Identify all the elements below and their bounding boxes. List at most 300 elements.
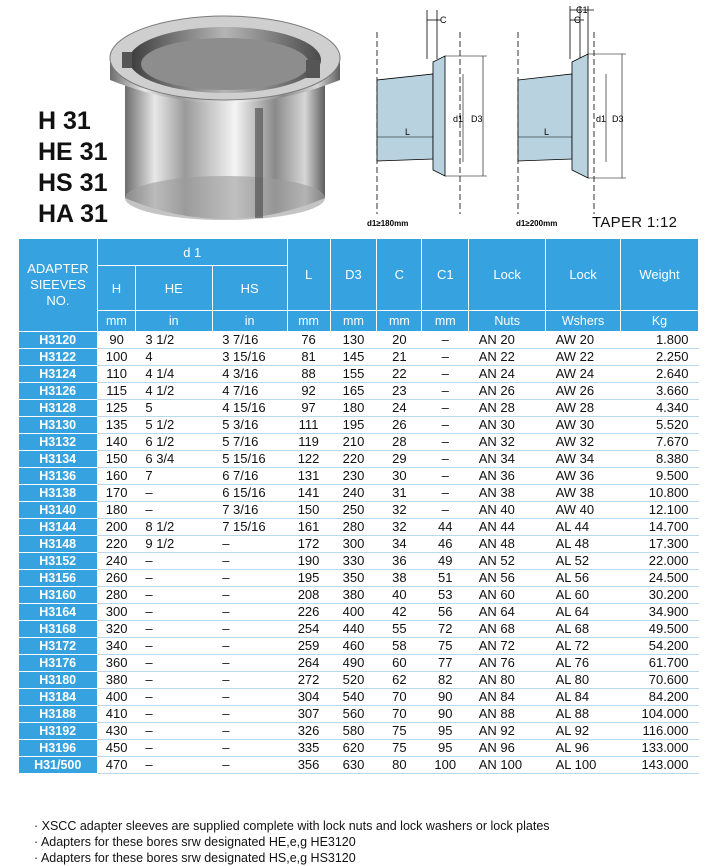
cell-hs: 4 3/16 [222,366,259,381]
cell-model: H3120 [19,332,98,349]
cell-weight: 14.700 [648,519,689,534]
cell-he: – [145,621,153,636]
cell-d3: 520 [342,672,365,687]
cell-lock-washer: AL 76 [555,655,590,670]
cell-lock-nut: AN 96 [478,740,515,755]
dim-l-label: L [405,127,411,137]
cell-hs: – [222,672,230,687]
cell-d3: 155 [342,366,365,381]
cell-lock-washer: AW 30 [555,417,595,432]
cell-c: 32 [392,502,407,517]
cell-d3: 130 [342,332,365,347]
cell-l: 122 [297,451,320,466]
unit-c1: mm [422,311,469,332]
cell-c: 55 [392,621,407,636]
dim-d1-label: d1 [453,114,464,124]
cell-c1: – [441,383,449,398]
cell-he: 7 [145,468,153,483]
taper-label: TAPER 1:12 [592,214,678,231]
cell-model: H3192 [19,723,98,740]
cell-l: 307 [297,706,320,721]
cell-h: 200 [105,519,128,534]
cell-hs: – [222,740,230,755]
series-label: HE 31 [38,138,108,166]
cell-lock-washer: AW 24 [555,366,595,381]
cell-lock-nut: AN 26 [478,383,515,398]
table-row [19,519,699,536]
cell-lock-washer: AL 92 [555,723,590,738]
cell-he: 4 1/2 [145,383,175,398]
cell-lock-nut: AN 40 [478,502,515,517]
table-row [19,485,699,502]
series-label: HS 31 [38,169,108,197]
table-row [19,417,699,434]
cell-c: 70 [392,689,407,704]
sleeve-drawing-large [510,4,660,234]
cell-he: 9 1/2 [145,536,175,551]
header-area [0,0,714,238]
footnote: · Adapters for these bores srw designated HS,e,g HS3120 [34,851,356,865]
cell-weight: 12.100 [648,502,689,517]
cell-d3: 195 [342,417,365,432]
cell-hs: – [222,553,230,568]
dim-d3-label: D3 [471,114,483,124]
cell-h: 100 [105,349,128,364]
dim-c-label: C [574,15,581,25]
col-he-header: HE [135,266,212,311]
cell-he: – [145,689,153,704]
cell-lock-washer: AL 100 [555,757,597,772]
table-row [19,502,699,519]
cell-model: H3196 [19,740,98,757]
footnote: · Adapters for these bores srw designated HE,e,g HE3120 [34,835,356,849]
cell-lock-nut: AN 68 [478,621,515,636]
cell-h: 90 [109,332,124,347]
table-row [19,587,699,604]
sleeve-drawing-small [365,4,505,234]
cell-lock-washer: AL 84 [555,689,590,704]
cell-d3: 540 [342,689,365,704]
cell-he: 6 1/2 [145,434,175,449]
cell-lock-washer: AL 48 [555,536,590,551]
cell-h: 470 [105,757,128,772]
cell-h: 280 [105,587,128,602]
cell-model: H3144 [19,519,98,536]
cell-d3: 350 [342,570,365,585]
cell-c1: 56 [438,604,453,619]
col-c1-header: C1 [422,239,469,311]
table-row [19,570,699,587]
cell-d3: 180 [342,400,365,415]
cell-l: 259 [297,638,320,653]
drawing-caption: d1≥200mm [516,219,558,228]
cell-d3: 300 [342,536,365,551]
cell-c1: – [441,468,449,483]
cell-he: – [145,706,153,721]
cell-lock-washer: AL 52 [555,553,590,568]
table-row [19,400,699,417]
col-weight-header: Weight [621,239,699,311]
cell-he: – [145,723,153,738]
table-row [19,638,699,655]
cell-weight: 17.300 [648,536,689,551]
cell-model: H3172 [19,638,98,655]
cell-model: H3122 [19,349,98,366]
cell-hs: – [222,621,230,636]
cell-model: H3188 [19,706,98,723]
cell-c: 28 [392,434,407,449]
cell-model: H3124 [19,366,98,383]
cell-he: 6 3/4 [145,451,175,466]
cell-c: 70 [392,706,407,721]
cell-d3: 380 [342,587,365,602]
cell-h: 260 [105,570,128,585]
cell-c: 75 [392,723,407,738]
cell-lock-nut: AN 64 [478,604,515,619]
cell-c1: 75 [438,638,453,653]
unit-h: mm [97,311,135,332]
cell-hs: 5 15/16 [222,451,266,466]
cell-c1: – [441,400,449,415]
cell-weight: 54.200 [648,638,689,653]
table-row [19,757,699,774]
cell-h: 450 [105,740,128,755]
cell-he: 3 1/2 [145,332,175,347]
cell-d3: 165 [342,383,365,398]
cell-lock-washer: AL 96 [555,740,590,755]
cell-model: H3160 [19,587,98,604]
cell-d3: 145 [342,349,365,364]
cell-hs: 3 7/16 [222,332,259,347]
cell-l: 161 [297,519,320,534]
cell-lock-washer: AL 72 [555,638,590,653]
cell-hs: 4 7/16 [222,383,259,398]
cell-he: – [145,587,153,602]
cell-d3: 560 [342,706,365,721]
cell-weight: 3.660 [655,383,689,398]
table-row [19,655,699,672]
cell-l: 131 [297,468,320,483]
cell-hs: – [222,655,230,670]
cell-c1: 51 [438,570,453,585]
cell-c1: – [441,451,449,466]
cell-c1: 90 [438,689,453,704]
table-row [19,672,699,689]
cell-h: 380 [105,672,128,687]
cell-l: 81 [301,349,316,364]
cell-c: 62 [392,672,407,687]
cell-c1: 90 [438,706,453,721]
cell-lock-washer: AW 20 [555,332,595,347]
cell-model: H31/500 [19,757,98,774]
cell-c: 42 [392,604,407,619]
cell-hs: 3 15/16 [222,349,266,364]
cell-d3: 220 [342,451,365,466]
cell-hs: – [222,723,230,738]
col-l-header: L [287,239,330,311]
cell-lock-nut: AN 38 [478,485,515,500]
cell-he: 5 [145,400,153,415]
cell-c1: 95 [438,723,453,738]
cell-c1: 72 [438,621,453,636]
cell-model: H3152 [19,553,98,570]
cell-hs: – [222,757,230,772]
cell-lock-washer: AL 56 [555,570,590,585]
cell-weight: 22.000 [648,553,689,568]
cell-h: 400 [105,689,128,704]
cell-c: 38 [392,570,407,585]
cell-h: 320 [105,621,128,636]
unit-he: in [135,311,212,332]
cell-lock-washer: AL 88 [555,706,590,721]
cell-weight: 30.200 [648,587,689,602]
cell-c: 60 [392,655,407,670]
cell-hs: 7 15/16 [222,519,266,534]
table-row [19,451,699,468]
dim-l-label: L [544,127,550,137]
cell-d3: 580 [342,723,365,738]
cell-c1: – [441,502,449,517]
cell-d3: 330 [342,553,365,568]
cell-h: 300 [105,604,128,619]
series-label: HA 31 [38,200,108,228]
cell-lock-nut: AN 56 [478,570,515,585]
cell-weight: 116.000 [642,723,689,738]
unit-lock-nuts: Nuts [469,311,546,332]
cell-lock-washer: AW 36 [555,468,595,483]
cell-h: 360 [105,655,128,670]
cell-l: 172 [297,536,320,551]
cell-weight: 70.600 [648,672,689,687]
cell-model: H3168 [19,621,98,638]
cell-lock-nut: AN 20 [478,332,515,347]
col-lock-washers-header: Lock [546,239,621,311]
cell-l: 226 [297,604,320,619]
cell-h: 220 [105,536,128,551]
cell-lock-washer: AW 32 [555,434,595,449]
series-label: H 31 [38,107,91,135]
cell-d3: 250 [342,502,365,517]
cell-h: 115 [106,383,127,398]
cell-l: 141 [297,485,320,500]
cell-lock-nut: AN 32 [478,434,515,449]
cell-c1: – [441,485,449,500]
cell-weight: 133.000 [641,740,689,755]
cell-hs: 5 3/16 [222,417,259,432]
footnotes [34,818,550,866]
cell-hs: 6 15/16 [222,485,266,500]
cell-hs: – [222,570,230,585]
cell-h: 430 [105,723,128,738]
cell-c1: 100 [434,757,457,772]
cell-hs: – [222,604,230,619]
cell-d3: 620 [342,740,365,755]
cell-lock-nut: AN 44 [478,519,515,534]
table-row [19,383,699,400]
cell-he: 4 [145,349,153,364]
cell-lock-nut: AN 34 [478,451,515,466]
cell-c: 23 [392,383,407,398]
unit-hs: in [212,311,287,332]
cell-lock-washer: AW 38 [555,485,595,500]
cell-lock-nut: AN 30 [478,417,515,432]
cell-l: 92 [301,383,316,398]
cell-weight: 1.800 [655,332,689,347]
cell-lock-washer: AW 34 [555,451,595,466]
col-h-header: H [97,266,135,311]
cell-l: 326 [297,723,320,738]
cell-lock-washer: AW 22 [555,349,595,364]
cell-d3: 210 [342,434,365,449]
cell-model: H3148 [19,536,98,553]
cell-lock-washer: AL 64 [555,604,590,619]
cell-c1: – [441,332,449,347]
cell-lock-nut: AN 36 [478,468,515,483]
unit-l: mm [287,311,330,332]
cell-lock-washer: AW 28 [555,400,595,415]
cell-d3: 460 [342,638,365,653]
cell-l: 254 [297,621,320,636]
cell-l: 88 [301,366,316,381]
cell-hs: – [222,638,230,653]
cell-weight: 10.800 [648,485,689,500]
cell-l: 150 [297,502,320,517]
cell-model: H3138 [19,485,98,502]
cell-h: 170 [105,485,128,500]
cell-c1: 44 [438,519,453,534]
cell-he: 8 1/2 [145,519,175,534]
cell-he: – [145,485,153,500]
cell-c1: – [441,434,449,449]
cell-model: H3156 [19,570,98,587]
cell-h: 110 [106,366,127,381]
cell-lock-washer: AL 60 [555,587,590,602]
cell-weight: 34.900 [648,604,689,619]
table-row [19,536,699,553]
cell-c: 75 [392,740,407,755]
cell-he: – [145,553,153,568]
cell-lock-nut: AN 48 [478,536,515,551]
cell-lock-nut: AN 80 [478,672,515,687]
table-row [19,740,699,757]
cell-weight: 9.500 [655,468,689,483]
cell-lock-washer: AL 44 [555,519,590,534]
series-labels [38,106,108,230]
cell-c1: – [441,349,449,364]
cell-weight: 2.250 [655,349,689,364]
cell-lock-nut: AN 24 [478,366,515,381]
cell-h: 180 [105,502,128,517]
col-hs-header: HS [212,266,287,311]
dim-c-label: C [440,15,447,25]
cell-model: H3140 [19,502,98,519]
cell-c: 32 [392,519,407,534]
cell-l: 76 [301,332,316,347]
cell-l: 111 [298,417,319,432]
cell-h: 410 [105,706,128,721]
cell-c: 30 [392,468,407,483]
cell-he: – [145,672,153,687]
cell-h: 240 [105,553,128,568]
unit-d3: mm [330,311,377,332]
cell-c: 24 [392,400,407,415]
cell-he: – [145,655,153,670]
cell-model: H3126 [19,383,98,400]
cell-lock-nut: AN 88 [478,706,515,721]
cell-c: 26 [392,417,407,432]
cell-d3: 440 [342,621,365,636]
cell-lock-nut: AN 76 [478,655,515,670]
cell-model: H3130 [19,417,98,434]
cell-hs: 4 15/16 [222,400,266,415]
cell-hs: – [222,587,230,602]
cell-weight: 143.000 [641,757,689,772]
cell-l: 304 [297,689,320,704]
cell-model: H3132 [19,434,98,451]
table-row [19,349,699,366]
cell-weight: 104.000 [641,706,689,721]
dim-c1-label: C1 [576,5,588,15]
cell-weight: 49.500 [648,621,689,636]
cell-lock-nut: AN 92 [478,723,515,738]
cell-d3: 230 [342,468,365,483]
table-row [19,332,699,349]
cell-c1: – [441,417,449,432]
cell-h: 150 [105,451,128,466]
table-row [19,366,699,383]
drawing-caption: d1≥180mm [367,219,409,228]
cell-l: 195 [297,570,320,585]
cell-weight: 24.500 [648,570,689,585]
cell-c: 36 [392,553,407,568]
cell-model: H3176 [19,655,98,672]
cell-d3: 280 [342,519,365,534]
unit-c: mm [377,311,422,332]
cell-hs: 7 3/16 [222,502,259,517]
table-row [19,706,699,723]
footnote: · XSCC adapter sleeves are supplied complete with lock nuts and lock washers or lock plates [34,819,550,833]
cell-model: H3134 [19,451,98,468]
cell-c: 20 [392,332,407,347]
cell-he: – [145,638,153,653]
table-row [19,468,699,485]
cell-l: 208 [297,587,320,602]
cell-l: 97 [301,400,316,415]
cell-h: 340 [105,638,128,653]
cell-weight: 8.380 [655,451,689,466]
cell-he: – [145,570,153,585]
cell-c1: 95 [438,740,453,755]
cell-c: 22 [392,366,407,381]
cell-d3: 630 [342,757,365,772]
cell-d3: 240 [342,485,365,500]
cell-lock-washer: AW 40 [555,502,595,517]
cell-c1: 77 [438,655,453,670]
cell-c: 80 [392,757,407,772]
dim-d1-label: d1 [596,114,607,124]
cell-lock-nut: AN 72 [478,638,515,653]
cell-l: 119 [298,434,319,449]
cell-h: 125 [105,400,128,415]
cell-c: 40 [392,587,407,602]
cell-lock-washer: AW 26 [555,383,595,398]
cell-c1: 53 [438,587,453,602]
cell-weight: 2.640 [655,366,689,381]
cell-hs: – [222,536,230,551]
cell-hs: – [222,706,230,721]
cell-l: 190 [297,553,320,568]
cell-hs: – [222,689,230,704]
